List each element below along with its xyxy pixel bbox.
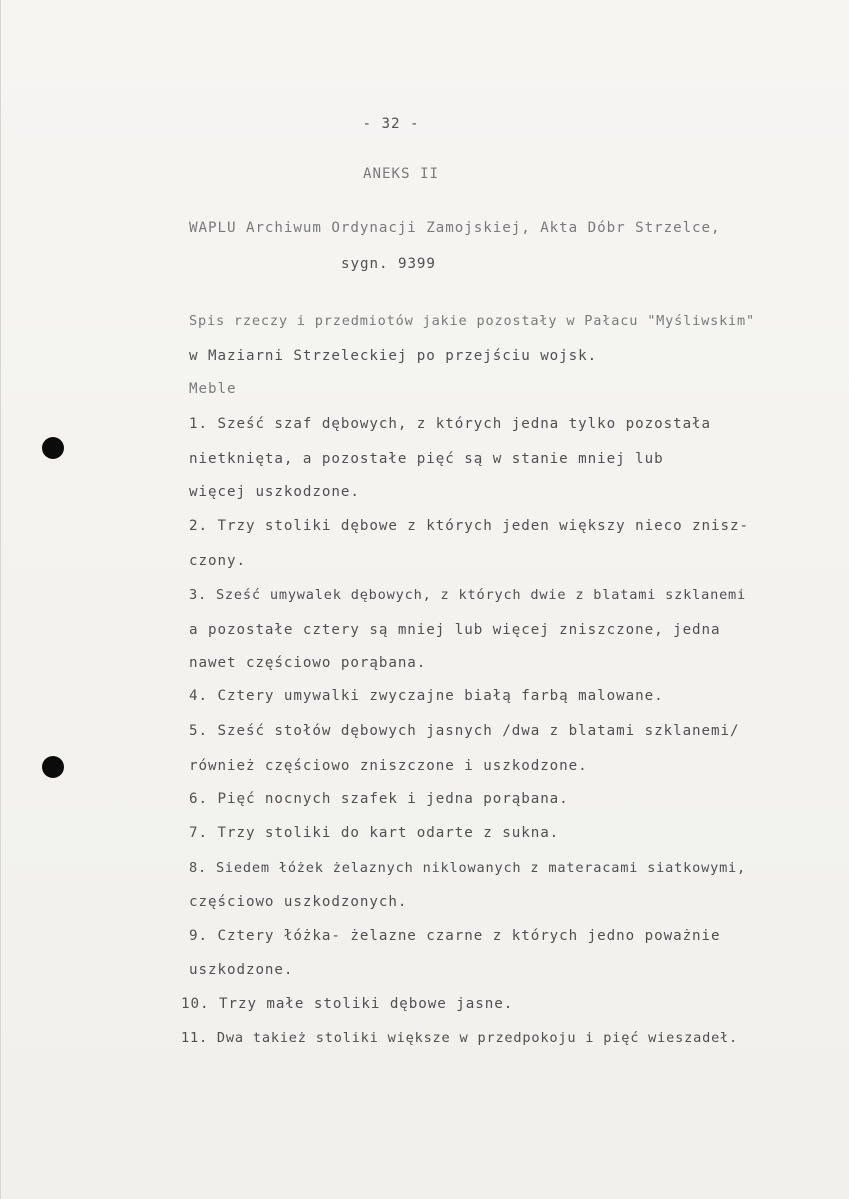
list-item-line: 9. Cztery łóżka- żelazne czarne z których jedno poważnie <box>189 928 721 944</box>
annex-title: ANEKS II <box>363 166 439 182</box>
page-number: - 32 - <box>362 116 420 132</box>
list-item-line: 6. Pięć nocnych szafek i jedna porąbana. <box>189 791 569 807</box>
list-item-line: 11. Dwa takież stoliki większe w przedpokoju i pięć wieszadeł. <box>181 1030 739 1046</box>
list-item-line: czony. <box>189 553 246 569</box>
list-item-line: 4. Cztery umywalki zwyczajne białą farbą malowane. <box>189 688 664 704</box>
list-item-line: 7. Trzy stoliki do kart odarte z sukna. <box>189 825 560 841</box>
punch-hole-bottom <box>42 756 64 778</box>
list-item-line: 3. Sześć umywalek dębowych, z których dwie z blatami szklanemi <box>189 587 747 603</box>
list-item-line: 1. Sześć szaf dębowych, z których jedna tylko pozostała <box>189 416 712 432</box>
list-item-line: więcej uszkodzone. <box>189 484 360 500</box>
list-item-line: 2. Trzy stoliki dębowe z których jeden większy nieco znisz- <box>189 518 750 534</box>
list-item-line: 5. Sześć stołów dębowych jasnych /dwa z blatami szklanemi/ <box>189 723 740 739</box>
source-line-2: sygn. 9399 <box>341 256 436 272</box>
list-item-line: częściowo uszkodzonych. <box>189 894 408 910</box>
list-item-line: uszkodzone. <box>189 962 294 978</box>
intro-line-1: Spis rzeczy i przedmiotów jakie pozostały w Pałacu "Myśliwskim" <box>189 313 755 329</box>
list-item-line: 8. Siedem łóżek żelaznych niklowanych z materacami siatkowymi, <box>189 860 747 876</box>
list-item-line: nietknięta, a pozostałe pięć są w stanie mniej lub <box>189 451 664 467</box>
list-item-line: również częściowo zniszczone i uszkodzone. <box>189 758 588 774</box>
list-item-line: nawet częściowo porąbana. <box>189 655 427 671</box>
punch-hole-top <box>42 437 64 459</box>
source-line-1: WAPLU Archiwum Ordynacji Zamojskiej, Akta Dóbr Strzelce, <box>189 220 721 236</box>
section-heading: Meble <box>189 381 237 397</box>
intro-line-2: w Maziarni Strzeleckiej po przejściu wojsk. <box>189 348 598 364</box>
list-item-line: a pozostałe cztery są mniej lub więcej zniszczone, jedna <box>189 622 721 638</box>
list-item-line: 10. Trzy małe stoliki dębowe jasne. <box>181 996 514 1012</box>
